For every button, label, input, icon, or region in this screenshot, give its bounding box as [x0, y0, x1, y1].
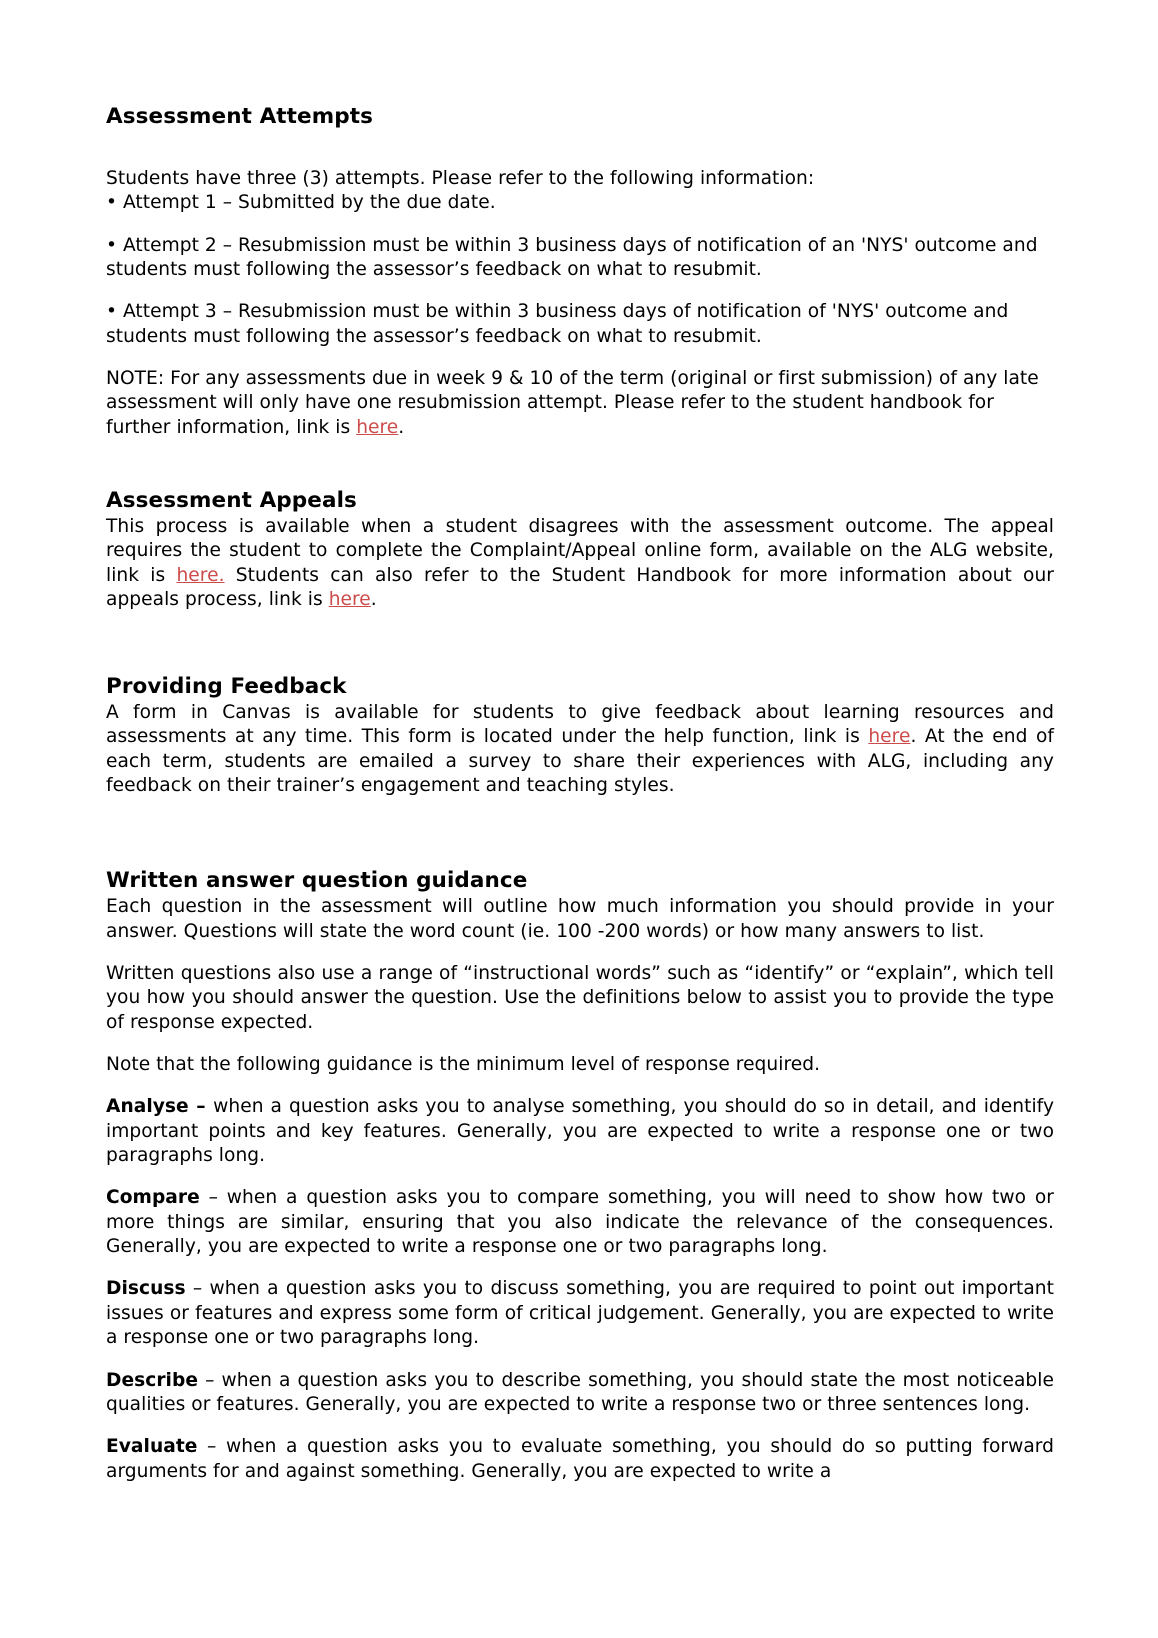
definition-analyse: [106, 1095, 1054, 1168]
definition-describe: [106, 1369, 1054, 1418]
paragraph-attempt-3: • Attempt 3 – Resubmission must be within 3 business days of notification of 'NYS' outcome and students must following the assessor’s feedback on what to resubmit.: [106, 301, 1009, 347]
spacer: [106, 816, 1054, 868]
student-handbook-link[interactable]: here: [328, 588, 371, 610]
spacer: [106, 131, 1054, 167]
paragraph-attempts-intro: Students have three (3) attempts. Please refer to the following information:: [106, 167, 815, 189]
paragraph-attempts-note: [106, 367, 1054, 440]
appeal-form-link[interactable]: here.: [176, 564, 225, 586]
paragraph-guidance-2: Written questions also use a range of “instructional words” such as “identify” or “explain”, which tell you how you should answer the question. Use the definitions below to assist you to provide the type of response expected.: [106, 963, 1054, 1033]
definition-term: Compare: [106, 1187, 200, 1209]
paragraph-providing-feedback: [106, 701, 1054, 798]
definition-term: Evaluate: [106, 1436, 198, 1458]
paragraph-attempt-1: • Attempt 1 – Submitted by the due date.: [106, 192, 496, 214]
note-text-part-2: .: [398, 416, 405, 438]
section-heading-assessment-appeals: Assessment Appeals: [106, 487, 357, 513]
feedback-form-link[interactable]: here: [868, 726, 911, 748]
spacer: [106, 630, 1054, 674]
definition-compare: [106, 1186, 1054, 1259]
paragraph-guidance-1: Each question in the assessment will outline how much information you should provide in your answer. Questions will state the word count (ie. 100 -200 words) or how many answers to list.: [106, 896, 1054, 942]
definition-term: Describe: [106, 1369, 198, 1391]
definition-text: – when a question asks you to discuss something, you are required to point out important issues or features and express some form of critical judgement. Generally, you are expected to write a response one or two paragraphs long.: [106, 1278, 1054, 1349]
definition-text: when a question asks you to analyse something, you should do so in detail, and identify important points and key features. Generally, you are expected to write a response one or two paragraphs long.: [106, 1096, 1055, 1167]
handbook-link[interactable]: here: [356, 416, 399, 438]
paragraph-guidance-3: Note that the following guidance is the minimum level of response required.: [106, 1054, 821, 1076]
definition-text: – when a question asks you to compare something, you will need to show how two or more things are similar, ensuring that you also indicate the relevance of the consequences. Generally, you are expected to write a response one or two paragraphs long.: [106, 1187, 1054, 1258]
definition-term: Discuss: [106, 1278, 186, 1300]
feedback-text-part-2: . At the end of each term, students are emailed a survey to share their experiences with ALG, including any feedback on their trainer’s engagement and teaching styles.: [106, 726, 1054, 797]
paragraph-assessment-appeals: [106, 515, 1054, 612]
section-heading-providing-feedback: Providing Feedback: [106, 674, 347, 700]
note-text-part-1: NOTE: For any assessments due in week 9 & 10 of the term (original or first submission) of any late assessment will only have one resubmission attempt. Please refer to the student handbook for further information, link is: [106, 367, 1039, 438]
definition-text: – when a question asks you to describe something, you should state the most noticeable qualities or features. Generally, you are expected to write a response two or three sentences long.: [106, 1369, 1054, 1415]
definition-evaluate: [106, 1435, 1054, 1484]
definition-discuss: [106, 1277, 1054, 1350]
spacer: [106, 458, 1054, 488]
appeals-text-part-3: .: [370, 588, 377, 610]
section-heading-assessment-attempts: Assessment Attempts: [106, 104, 374, 129]
paragraph-attempt-2: • Attempt 2 – Resubmission must be within 3 business days of notification of an 'NYS' outcome and students must following the assessor’s feedback on what to resubmit.: [106, 234, 1038, 280]
feedback-text-part-1: A form in Canvas is available for students to give feedback about learning resources and assessments at any time. This form is located under the help function, link is: [106, 702, 1054, 748]
definition-term: Analyse –: [106, 1096, 214, 1118]
definition-text: – when a question asks you to evaluate something, you should do so putting forward arguments for and against something. Generally, you are expected to write a: [106, 1436, 1054, 1482]
section-heading-written-answer-guidance: Written answer question guidance: [106, 868, 528, 894]
appeals-text-part-1: This process is available when a student disagrees with the assessment outcome. The appeal requires the student to complete the Complaint/Appeal online form, available on the ALG website, link is: [106, 515, 1054, 586]
appeals-text-part-2: Students can also refer to the Student Handbook for more information about our appeals process, link is: [106, 564, 1054, 610]
